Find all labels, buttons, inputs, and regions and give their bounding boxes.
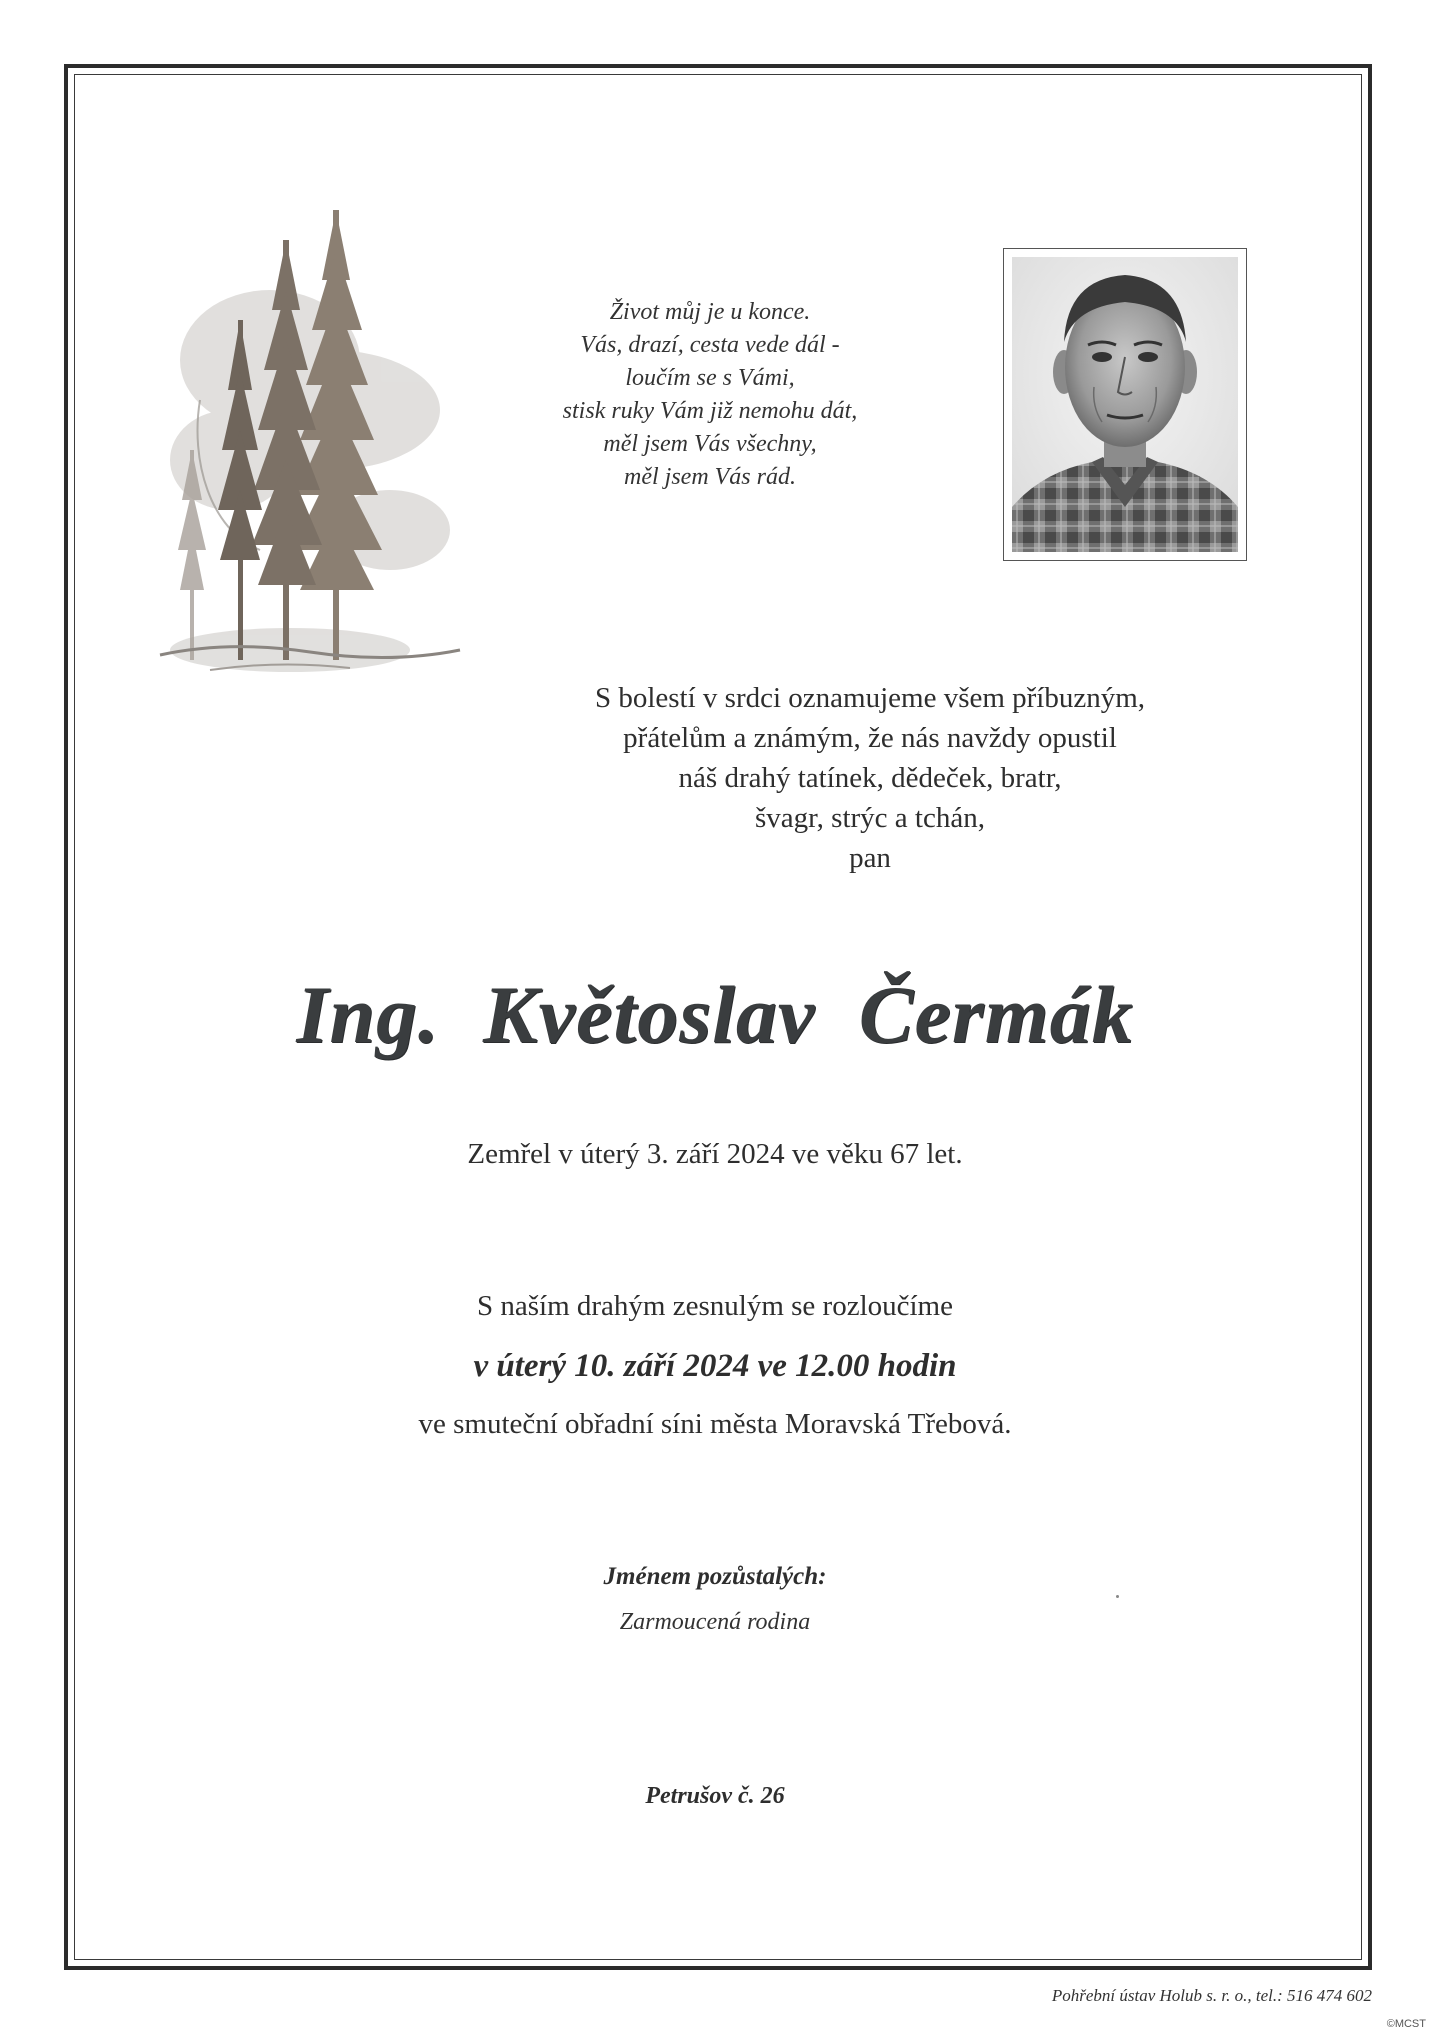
copyright-mark: ©MCST	[1386, 2018, 1426, 2030]
scan-speck	[1116, 1595, 1119, 1598]
farewell-datetime: v úterý 10. září 2024 ve 12.00 hodin	[473, 1348, 957, 1384]
announcement-line: pan	[849, 842, 891, 874]
poem-line: měl jsem Vás rád.	[624, 464, 796, 490]
poem	[500, 296, 920, 494]
farewell-intro: S naším drahým zesnulým se rozloučíme	[477, 1290, 953, 1322]
pine-trees-illustration	[150, 200, 470, 700]
announcement	[430, 678, 1310, 878]
death-info: Zemřel v úterý 3. září 2024 ve věku 67 let.	[467, 1138, 963, 1170]
poem-line: Život můj je u konce.	[609, 299, 811, 325]
poem-line: stisk ruky Vám již nemohu dát,	[562, 398, 858, 424]
announcement-line: náš drahý tatínek, dědeček, bratr,	[678, 762, 1062, 794]
portrait-frame	[1003, 248, 1247, 561]
survivors-name: Zarmoucená rodina	[619, 1609, 811, 1635]
deceased-name: Ing. Květoslav Čermák	[296, 969, 1134, 1060]
address: Petrušov č. 26	[645, 1783, 785, 1809]
poem-line: měl jsem Vás všechny,	[603, 431, 817, 457]
farewell-place: ve smuteční obřadní síni města Moravská Třebová.	[418, 1408, 1012, 1440]
announcement-line: přátelům a známým, že nás navždy opustil	[623, 722, 1117, 754]
announcement-line: švagr, strýc a tchán,	[755, 802, 985, 834]
poem-line: Vás, drazí, cesta vede dál -	[580, 332, 840, 358]
poem-line: loučím se s Vámi,	[625, 365, 795, 391]
survivors-title: Jménem pozůstalých:	[603, 1563, 827, 1590]
portrait-photo	[1012, 257, 1238, 552]
funeral-home-footer: Pohřební ústav Holub s. r. o., tel.: 516 474 602	[1051, 1986, 1372, 2005]
announcement-line: S bolestí v srdci oznamujeme všem příbuzným,	[594, 682, 1146, 714]
